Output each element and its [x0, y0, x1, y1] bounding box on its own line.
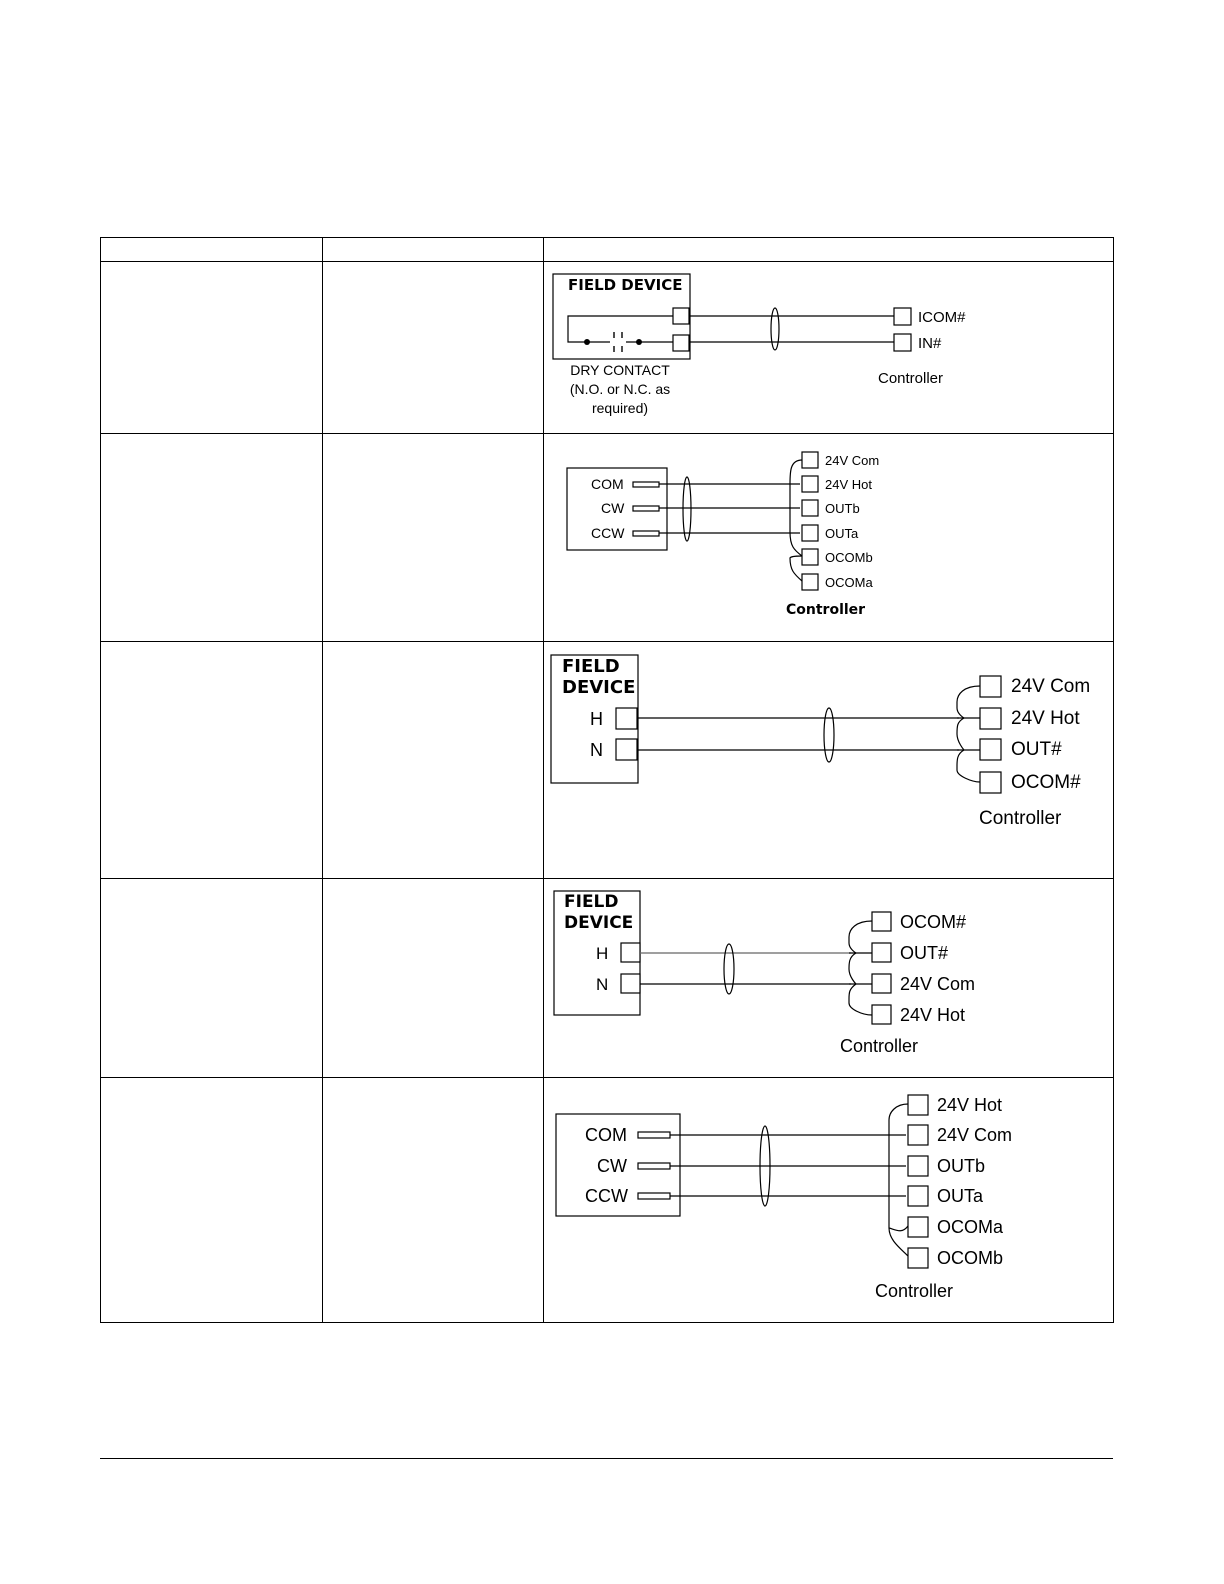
cable-shield	[771, 308, 779, 350]
ctl-term-5	[802, 549, 818, 565]
ctl-label-1: 24V Com	[825, 453, 880, 468]
jumper-bracket	[889, 1104, 908, 1256]
actuator-terminal-cw: CW	[597, 1156, 627, 1176]
table-row-binary-out-2	[101, 879, 1114, 1078]
dry-contact-wiring-svg	[544, 262, 1112, 433]
binary-out-wiring-svg-1	[544, 642, 1112, 878]
dry-contact-note: (N.O. or N.C. as	[569, 381, 671, 397]
ctl-label-2: 24V Hot	[825, 477, 872, 492]
ctl-label-6: OCOMb	[937, 1248, 1004, 1268]
ctl-label-1: OCOM#	[900, 912, 967, 932]
controller-label: Controller	[840, 1036, 919, 1056]
row2-cell-1	[101, 434, 323, 642]
table-row-binary-out-1	[101, 642, 1114, 879]
row4-diagram-cell	[544, 879, 1114, 1078]
contact-dot-right	[636, 339, 642, 345]
ctl-term-1	[908, 1095, 928, 1115]
row2-cell-2	[323, 434, 544, 642]
header-cell-3	[544, 238, 1114, 262]
ctl-term-3	[872, 974, 891, 993]
header-cell-1	[101, 238, 323, 262]
ctl-label-2: 24V Hot	[1011, 708, 1080, 729]
row1-diagram-cell	[544, 262, 1114, 434]
ctl-term-6	[802, 574, 818, 590]
table-row-floating-1	[101, 434, 1114, 642]
actuator-terminal-cw: CW	[601, 500, 625, 516]
lead-com	[638, 1132, 670, 1138]
row4-cell-1	[101, 879, 323, 1078]
controller-terminal-in	[894, 334, 911, 351]
controller-label: Controller	[979, 808, 1062, 829]
controller-label: Controller	[875, 1281, 954, 1301]
lead-ccw	[638, 1193, 670, 1199]
wiring-table	[100, 237, 1114, 1323]
field-device-label: FIELD DEVICE	[568, 276, 683, 294]
device-terminal-h: H	[596, 944, 609, 963]
jumper-bracket	[957, 686, 980, 782]
ctl-label-4: OUTa	[937, 1186, 984, 1206]
table-row-dry-contact	[101, 262, 1114, 434]
ctl-term-4	[980, 772, 1001, 793]
device-box-h	[621, 943, 640, 962]
footer-rule	[100, 1458, 1113, 1459]
dry-contact-diagram	[544, 262, 1113, 433]
ctl-term-3	[908, 1156, 928, 1176]
row2-diagram-cell	[544, 434, 1114, 642]
controller-label: Controller	[786, 602, 866, 618]
binary-out-diagram-1	[544, 642, 1113, 878]
ctl-label-1: 24V Com	[1011, 676, 1091, 697]
device-terminal-h: H	[590, 709, 603, 729]
ctl-label-3: OUT#	[1011, 739, 1062, 760]
ctl-label-3: OUTb	[825, 501, 860, 516]
ctl-label-4: 24V Hot	[900, 1005, 966, 1025]
ctl-term-1	[872, 912, 891, 931]
device-box-n	[621, 974, 640, 993]
jumper-1	[790, 460, 802, 484]
floating-diagram-1	[544, 434, 1113, 641]
dry-contact-note-2: required)	[591, 400, 649, 416]
ctl-label-5: OCOMb	[825, 550, 873, 565]
contact-dot-left	[584, 339, 590, 345]
controller-terminal-icom	[894, 308, 911, 325]
binary-out-wiring-svg-2	[544, 879, 1112, 1077]
actuator-terminal-ccw: CCW	[585, 1186, 628, 1206]
row1-cell-2	[323, 262, 544, 434]
device-box-h	[616, 708, 637, 729]
floating-wiring-svg-2	[544, 1078, 1112, 1322]
contact-gap	[610, 338, 626, 346]
ctl-label-5: OCOMa	[937, 1217, 1004, 1237]
lead-ccw	[633, 531, 659, 536]
ctl-term-3	[980, 739, 1001, 760]
dry-contact-label: DRY CONTACT	[570, 362, 670, 378]
device-box-n	[616, 739, 637, 760]
ctl-label-4: OCOM#	[1011, 772, 1081, 793]
lead-cw	[633, 506, 659, 511]
ctl-term-4	[908, 1186, 928, 1206]
ctl-label-3: OUTb	[937, 1156, 986, 1176]
field-device-label-2: DEVICE	[562, 677, 636, 698]
ctl-label-1: 24V Hot	[937, 1095, 1003, 1115]
ctl-term-2	[980, 708, 1001, 729]
jumper-3	[790, 532, 802, 556]
ctl-term-6	[908, 1248, 928, 1268]
table-row-floating-2	[101, 1078, 1114, 1323]
lead-cw	[638, 1163, 670, 1169]
ctl-term-1	[980, 676, 1001, 697]
ctl-label-2: OUT#	[900, 943, 949, 963]
ctl-label-6: OCOMa	[825, 575, 873, 590]
jumper-bracket	[849, 921, 872, 1015]
ctl-term-2	[872, 943, 891, 962]
field-device-label-2: DEVICE	[564, 913, 634, 933]
ctl-term-4	[872, 1005, 891, 1024]
ctl-label-4: OUTa	[825, 526, 859, 541]
floating-wiring-svg-1	[544, 434, 1112, 641]
controller-label: Controller	[878, 370, 944, 387]
ctl-term-2	[908, 1125, 928, 1145]
row5-diagram-cell	[544, 1078, 1114, 1323]
ctl-term-3	[802, 500, 818, 516]
ctl-label-3: 24V Com	[900, 974, 976, 994]
row5-cell-2	[323, 1078, 544, 1323]
cable-shield	[724, 944, 734, 994]
ctl-term-2	[802, 476, 818, 492]
lead-com	[633, 482, 659, 487]
binary-out-diagram-2	[544, 879, 1113, 1077]
row3-cell-1	[101, 642, 323, 879]
actuator-terminal-com: COM	[591, 476, 624, 492]
actuator-terminal-com: COM	[585, 1125, 627, 1145]
jumper-4	[790, 558, 802, 581]
header-cell-2	[323, 238, 544, 262]
device-terminal-n: N	[596, 975, 609, 994]
row1-cell-1	[101, 262, 323, 434]
actuator-terminal-ccw: CCW	[591, 525, 625, 541]
terminal-label-icom: ICOM#	[918, 309, 966, 326]
cable-shield	[824, 708, 834, 762]
device-terminal-n: N	[590, 740, 603, 760]
device-terminal-2	[673, 335, 689, 351]
row3-cell-2	[323, 642, 544, 879]
field-device-label-1: FIELD	[564, 892, 619, 912]
terminal-label-in: IN#	[918, 335, 942, 352]
row5-cell-1	[101, 1078, 323, 1323]
table-header-row	[101, 238, 1114, 262]
device-terminal-1	[673, 308, 689, 324]
ctl-term-1	[802, 452, 818, 468]
cable-shield	[683, 477, 691, 541]
field-device-label-1: FIELD	[562, 656, 620, 677]
floating-diagram-2	[544, 1078, 1113, 1322]
ctl-label-2: 24V Com	[937, 1125, 1013, 1145]
row4-cell-2	[323, 879, 544, 1078]
ctl-term-5	[908, 1217, 928, 1237]
row3-diagram-cell	[544, 642, 1114, 879]
ctl-term-4	[802, 525, 818, 541]
